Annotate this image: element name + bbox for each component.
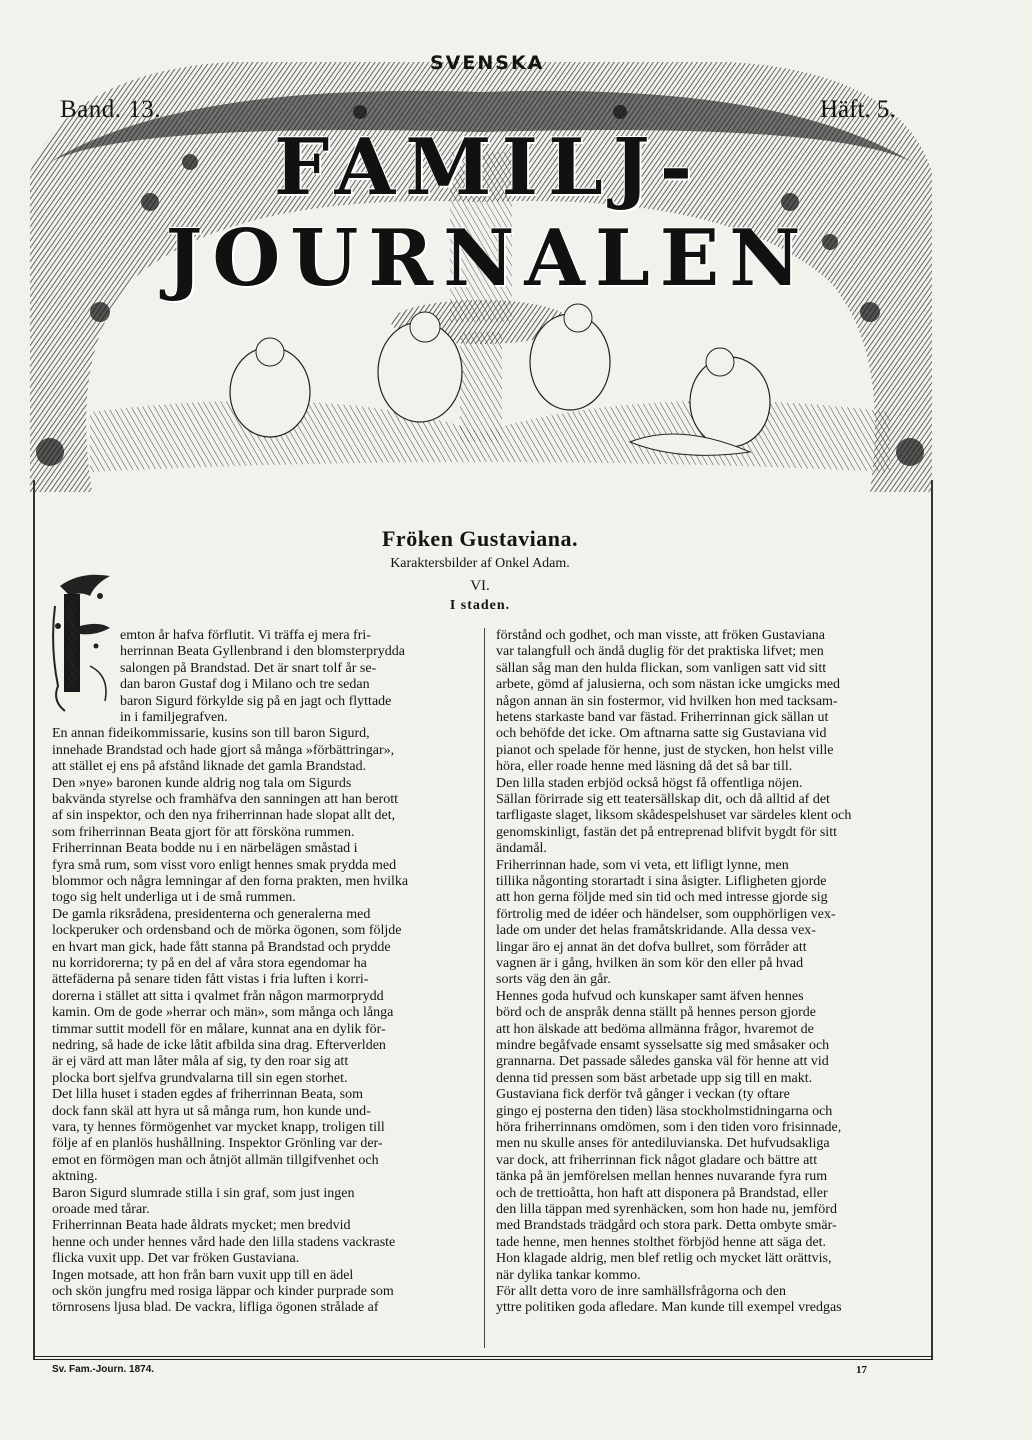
text-line: tillika någonting storartadt i sina åsigter. Lifligheten gjorde	[496, 874, 827, 889]
footer-rule	[33, 1356, 933, 1357]
text-line: denna tid pressen som bäst arbetade upp sig till en makt.	[496, 1070, 813, 1086]
text-line: salongen på Brandstad. Det är snart tolf år se-	[120, 660, 377, 676]
page-number: 17	[856, 1364, 867, 1376]
text-line: Den lilla staden erbjöd också högst få offentliga nöjen.	[496, 775, 803, 791]
text-line: Det lilla huset i staden egdes af friherrinnan Beata, som	[52, 1087, 364, 1103]
issue-label: Häft. 5.	[820, 96, 896, 123]
text-line: Ingen motsade, att hon från barn vuxit upp till en ädel	[52, 1267, 354, 1283]
drop-cap-ornament-icon	[50, 566, 120, 716]
text-line: ättefäderna på senare tiden fått vistas i fria luften i korri-	[52, 972, 369, 988]
text-line: in i familjegrafven.	[120, 710, 228, 725]
text-line: med Brandstads trädgård och stora park. Detta ombyte smär-	[496, 1218, 837, 1234]
text-line: dorerna i stället att sitta i qvalmet från någon marmorprydd	[52, 988, 384, 1004]
text-line: baron Sigurd förkylde sig på en jagt och flyttade	[120, 693, 392, 709]
text-line: mindre begåfvade ensamt sysselsatte sig med småsaker och	[496, 1038, 830, 1053]
text-line: lockperuker och ordensband och de mörka ögonen, som följde	[52, 923, 402, 939]
text-line: törnrosens ljusa blad. De vackra, lifliga ögonen strålade af	[52, 1300, 379, 1316]
text-line: en hvart man gick, hade fått stanna på Brandstad och prydde	[52, 939, 391, 955]
text-line: tarfligaste slaget, liksom skådespelshuset var särdeles klent och	[496, 808, 852, 824]
text-line: följe af en planlös hushållning. Inspektor Grönling var der-	[52, 1136, 383, 1152]
text-line: kamin. Om de gode »herrar och män», som många och långa	[52, 1005, 394, 1021]
text-line: pianot och spelade för henne, just de stycken, hon helst ville	[496, 742, 834, 758]
text-line: förtrolig med de idéer och händelser, som oupphörligen vex-	[496, 906, 836, 922]
text-line: förstånd och godhet, och man visste, att fröken Gustaviana	[496, 628, 825, 643]
text-line: lade om under det helas framåtskridande. Alla dessa vex-	[496, 923, 816, 939]
text-line: höra, eller roade henne med läsning då det så bar till.	[496, 759, 793, 775]
text-line: blommor och några lemningar af den forna prakten, men hvilka	[52, 874, 409, 889]
text-line: fyra små rum, som visst voro enligt hennes smak prydda med	[52, 857, 397, 873]
text-line: plocka bort sjelfva grundvalarna till sin egen storhet.	[52, 1070, 348, 1086]
text-line: sorts väg den än går.	[496, 972, 611, 988]
text-line: Hennes goda hufvud och kunskaper samt äfven hennes	[496, 988, 804, 1004]
text-line: Friherrinnan hade, som vi veta, ett lifligt lynne, men	[496, 857, 789, 873]
text-line: Friherrinnan Beata bodde nu i en närbelägen småstad i	[52, 841, 358, 857]
volume-label: Band. 13.	[60, 96, 162, 123]
text-line: innehade Brandstad och hade gjort så många »förbättringar»,	[52, 742, 395, 758]
text-line: flicka vuxit upp. Det var fröken Gustaviana.	[52, 1251, 300, 1267]
column-divider	[484, 628, 485, 1348]
text-line: gingo ej posterna den tiden) läsa stockholmstidningarna och	[496, 1103, 833, 1119]
text-line: lingar äro ej annat än det dofva bullret, som förråder att	[496, 939, 807, 955]
text-line: och behöfde det icke. Om aftnarna satte sig Gustaviana vid	[496, 726, 827, 742]
text-line: För allt detta voro de inre samhällsfrågorna och den	[496, 1284, 787, 1299]
text-line: Gustaviana fick derför två gånger i veckan (ty oftare	[496, 1087, 790, 1103]
text-line: De gamla riksrådena, presidenterna och generalerna med	[52, 906, 371, 922]
text-line: som friherrinnan Beata gjort för att försköna rummen.	[52, 824, 355, 840]
chapter-number: VI.	[470, 578, 490, 594]
text-line: att hon älskade att bedöma allmänna frågor, hvaremot de	[496, 1021, 814, 1037]
text-line: när dylika tankar kommo.	[496, 1267, 641, 1283]
text-line: vara, ty hennes förmögenhet var mycket knapp, troligen till	[52, 1120, 385, 1135]
text-line: emot en förmögen man och åtnjöt allmän tillgifvenhet och	[52, 1152, 379, 1168]
text-line: Sällan förirrade sig ett teatersällskap dit, och då alltid af det	[496, 792, 830, 807]
frame-right-rule	[931, 480, 933, 1360]
ornamental-initial-f	[50, 566, 120, 716]
text-line: Friherrinnan Beata hade åldrats mycket; men bredvid	[52, 1218, 351, 1234]
text-line: yttre politiken goda afledare. Man kunde till exempel vredgas	[496, 1300, 842, 1316]
text-line: Baron Sigurd slumrade stilla i sin graf, som just ingen	[52, 1185, 355, 1201]
footer-rule	[33, 1359, 933, 1360]
text-line: grannarna. Det passade således ganska väl för henne att vid	[496, 1054, 829, 1070]
text-line: Den »nye» baronen kunde aldrig nog tala om Sigurds	[52, 775, 352, 791]
text-line: En annan fideikommissarie, kusins son till baron Sigurd,	[52, 726, 370, 742]
text-line: och skön jungfru med rosiga läppar och kinder purprade som	[52, 1284, 394, 1299]
text-line: nu korridorerna; ty på en del af våra stora egendomar ha	[52, 956, 367, 971]
section-heading: I staden.	[449, 598, 511, 613]
article-subtitle: Karaktersbilder af Onkel Adam.	[390, 556, 570, 571]
text-line: vagnen är i gång, hvilken än som kör den eller på hvad	[496, 956, 804, 971]
text-line: tade henne, men hennes stolthet förbjöd henne att säga det.	[496, 1234, 827, 1250]
text-line: tänka på än jemförelsen mellan hennes nuvarande fyra rum	[496, 1169, 828, 1185]
text-line: den lilla täppan med syrenhäcken, som hon hade nu, jemförd	[496, 1202, 837, 1217]
text-line: genomskinligt, fastän det på entreprenad blifvit bygdt för sitt	[496, 824, 837, 840]
text-line: sällan såg man den hulda flickan, som vanligen satt vid sitt	[496, 660, 827, 676]
text-line: henne och under hennes vård hade den lilla stadens vackraste	[52, 1234, 396, 1250]
text-line: dan baron Gustaf dog i Milano och tre sedan	[120, 677, 370, 693]
text-line: af sin inspektor, och den nya friherrinnan hade slopat allt det,	[52, 808, 396, 824]
text-line: någon annan än sin fostermor, vid hvilken hon med tacksam-	[496, 693, 838, 709]
text-line: togo sig helt underliga ut i de små rummen.	[52, 890, 296, 906]
text-line: hetens starkaste band var fästad. Friherrinnan gick sällan ut	[496, 710, 829, 725]
text-line: bakvända styrelse och framhäfva den sanningen att han berott	[52, 792, 398, 807]
text-line: höra friherrinnans omdömen, som i den tiden voro frisinnade,	[496, 1120, 842, 1135]
text-line: att hon gerna följde med sin tid och med intresse gjorde sig	[496, 890, 828, 906]
frame-left-rule	[33, 480, 35, 1360]
text-line: oroade med tårar.	[52, 1202, 150, 1217]
text-line: Hon klagade aldrig, men blef retlig och mycket lätt orättvis,	[496, 1251, 832, 1267]
text-line: herrinnan Beata Gyllenbrand i den blomsterprydda	[120, 644, 405, 660]
text-line: timmar suttit modell för en målare, kunnat ana en dylik för-	[52, 1021, 386, 1037]
article-title: Fröken Gustaviana.	[381, 526, 579, 551]
text-line: var dock, att friherrinnan fick något gladare och bättre att	[496, 1152, 818, 1168]
text-line: arbete, gömd af jalusierna, och som nästan icke umgicks med	[496, 677, 841, 693]
text-line: ändamål.	[496, 841, 547, 857]
text-line: nedring, så hade de icke låtit afbilda sina drag. Efterverlden	[52, 1038, 386, 1053]
text-line: var talangfull och ändå duglig för det praktiska lifvet; men	[496, 644, 824, 660]
text-line: men nu skulle anses för antediluvianska. Det hufvudsakliga	[496, 1136, 830, 1152]
series-label: SVENSKA	[430, 52, 545, 74]
text-line: och de trettioåtta, hon haft att disponera på Brandstad, eller	[496, 1185, 828, 1201]
text-line: är ej värd att man låter måla af sig, ty den roar sig att	[52, 1054, 349, 1070]
text-line: dock fann skäl att hyra ut så många rum, hon kunde und-	[52, 1103, 371, 1119]
text-line: aktning.	[52, 1169, 98, 1185]
text-line: börd och de anspråk denna ställt på hennes person gjorde	[496, 1005, 816, 1021]
masthead	[30, 52, 932, 492]
journal-name: FAMILJ-JOURNALEN	[165, 122, 811, 304]
text-line: emton år hafva förflutit. Vi träffa ej mera fri-	[120, 628, 371, 643]
text-line: att stället ej ens på afstånd liknade det gamla Brandstad.	[52, 759, 367, 775]
journal-reference: Sv. Fam.-Journ. 1874.	[52, 1364, 155, 1375]
